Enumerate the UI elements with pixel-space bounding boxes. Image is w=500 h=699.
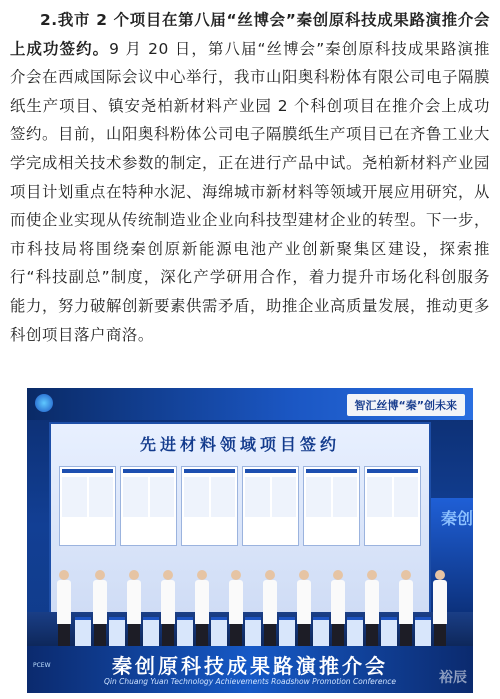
article-body: 9 月 20 日，第八届“丝博会”秦创原科技成果路演推介会在西咸国际会议中心举行，我市山阳奥科粉体有限公司电子隔膜纸生产项目、镇安尧柏新材料产业园 2 个科创项目在推介会上成功签约。目前，山阳奥科粉体公司电子隔膜纸生产项目已在齐鲁工业大学完成相关技术参数的制定，正在进行产品中试。尧柏新材料产业园项目计划重点在特种水泥、海绵城市新材料等领域开展应用研究，从而使企业实现从传统制造业企业向科技型建材企业的转型。下一步，市科技局将围绕秦创原新能源电池产业创新聚集区建设，探索推行“科技副总”制度，深化产学研用合作，着力提升市场化科创服务能力，努力破解创新要素供需矛盾，助推企业高质量发展，推动更多科创项目落户商洛。	[10, 39, 490, 344]
person	[365, 570, 379, 648]
banner-title-en: Qin Chuang Yuan Technology Achievements Roadshow Promotion Conference	[104, 677, 396, 686]
signing-podium	[109, 617, 125, 648]
person	[161, 570, 175, 648]
photo-top-bar	[27, 388, 473, 420]
banner-title-zh: 秦创原科技成果路演推介会	[112, 654, 388, 678]
project-card	[120, 466, 177, 546]
project-cards	[59, 466, 421, 546]
signing-podium	[415, 617, 431, 648]
signing-podium	[211, 617, 227, 648]
project-card	[303, 466, 360, 546]
signing-ceremony-photo	[27, 388, 473, 693]
article-lead: 我市 2 个项目在第八届“丝博会”秦创原科技成果路演推介会上成功签约。	[10, 11, 490, 58]
item-number: 2.	[40, 11, 58, 29]
person	[433, 570, 447, 648]
person	[57, 570, 71, 648]
signing-podium	[347, 617, 363, 648]
person	[399, 570, 413, 648]
expo-slogan: 智汇丝博“秦”创未来	[347, 394, 465, 416]
person	[331, 570, 345, 648]
corner-logo: PCEW	[33, 662, 51, 669]
project-card	[181, 466, 238, 546]
person	[93, 570, 107, 648]
signing-podium	[245, 617, 261, 648]
side-panel-text: 秦创	[441, 509, 473, 528]
signing-people	[57, 538, 447, 648]
person	[229, 570, 243, 648]
article-paragraph	[10, 6, 490, 349]
signing-podium	[313, 617, 329, 648]
watermark: 裕辰	[439, 670, 467, 686]
signing-podium	[143, 617, 159, 648]
expo-logo-icon	[35, 394, 53, 412]
signing-podium	[177, 617, 193, 648]
project-card	[242, 466, 299, 546]
project-card	[364, 466, 421, 546]
person	[195, 570, 209, 648]
screen-title: 先进材料领域项目签约	[139, 435, 340, 454]
signing-podium	[75, 617, 91, 648]
signing-podium	[279, 617, 295, 648]
person	[297, 570, 311, 648]
signing-podium	[381, 617, 397, 648]
conference-banner	[27, 646, 473, 693]
person	[127, 570, 141, 648]
person	[263, 570, 277, 648]
project-card	[59, 466, 116, 546]
